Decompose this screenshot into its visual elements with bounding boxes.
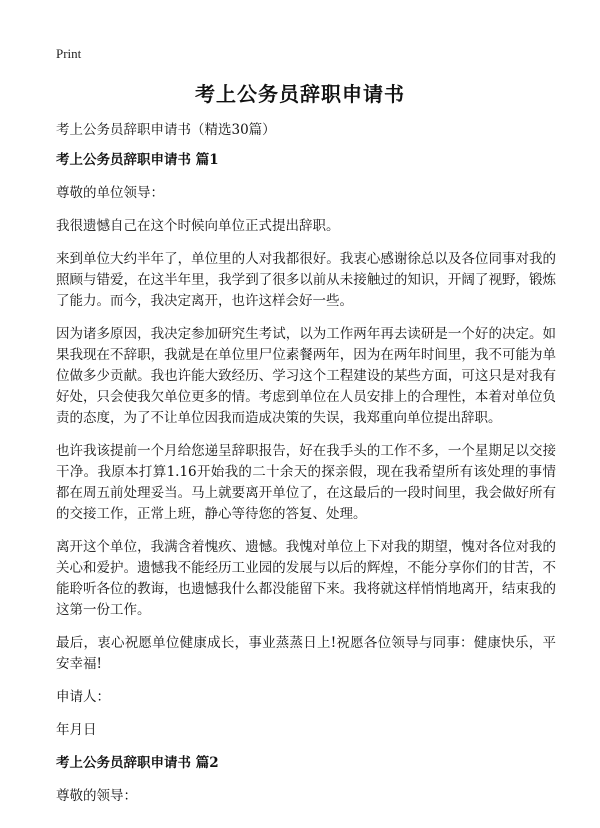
page-title: 考上公务员辞职申请书	[195, 82, 405, 106]
section-heading: 考上公务员辞职申请书 篇1	[56, 152, 219, 168]
paragraph: 我很遗憾自己在这个时候向单位正式提出辞职。	[56, 218, 340, 234]
salutation: 尊敬的单位领导：	[56, 185, 164, 201]
paragraph: 最后，衷心祝愿单位健康成长，事业蒸蒸日上!祝愿各位领导与同事：健康快乐，平安幸福!	[56, 635, 556, 672]
print-link[interactable]: Print	[56, 46, 82, 61]
document-body	[56, 150, 556, 819]
paragraph: 因为诸多原因，我决定参加研究生考试，以为工作两年再去读研是一个好的决定。如果我现在不辞职，我就是在单位里尸位素餐两年，因为在两年时间里，我不可能为单位做多少贡献。我也许能大致经历、学习这个工程建设的某些方面，可这只是对我有好处，只会使我欠单位更多的情。考虑到单位在人员安排上的合理性，本着对单位负责的态度，为了不让单位因我而造成决策的失误，我郑重向单位提出辞职。	[56, 326, 556, 426]
paragraph: 离开这个单位，我满含着愧疚、遗憾。我愧对单位上下对我的期望，愧对各位对我的关心和爱护。遗憾我不能经历工业园的发展与以后的辉煌，不能分享你们的甘苦，不能聆听各位的教诲，也遗憾我什么都没能留下来。我将就这样悄悄地离开，结束我的这第一份工作。	[56, 539, 556, 618]
salutation: 尊敬的领导：	[56, 788, 137, 804]
paragraph: 来到单位大约半年了，单位里的人对我都很好。我衷心感谢徐总以及各位同事对我的照顾与错爱，在这半年里，我学到了很多以前从未接触过的知识，开阔了视野，锻炼了能力。而今，我决定离开，也许这样会好一些。	[56, 251, 556, 309]
applicant-label: 申请人：	[56, 689, 110, 705]
section-heading: 考上公务员辞职申请书 篇2	[56, 755, 219, 771]
paragraph: 也许我该提前一个月给您递呈辞职报告，好在我手头的工作不多，一个星期足以交接干净。我原本打算1.16开始我的二十余天的探亲假，现在我希望所有该处理的事情都在周五前处理妥当。马上就要离开单位了，在这最后的一段时间里，我会做好所有的交接工作，正常上班，静心等待您的答复、处理。	[56, 443, 556, 522]
document-subtitle: 考上公务员辞职申请书（精选30篇）	[56, 122, 276, 138]
date-label: 年月日	[56, 722, 97, 738]
